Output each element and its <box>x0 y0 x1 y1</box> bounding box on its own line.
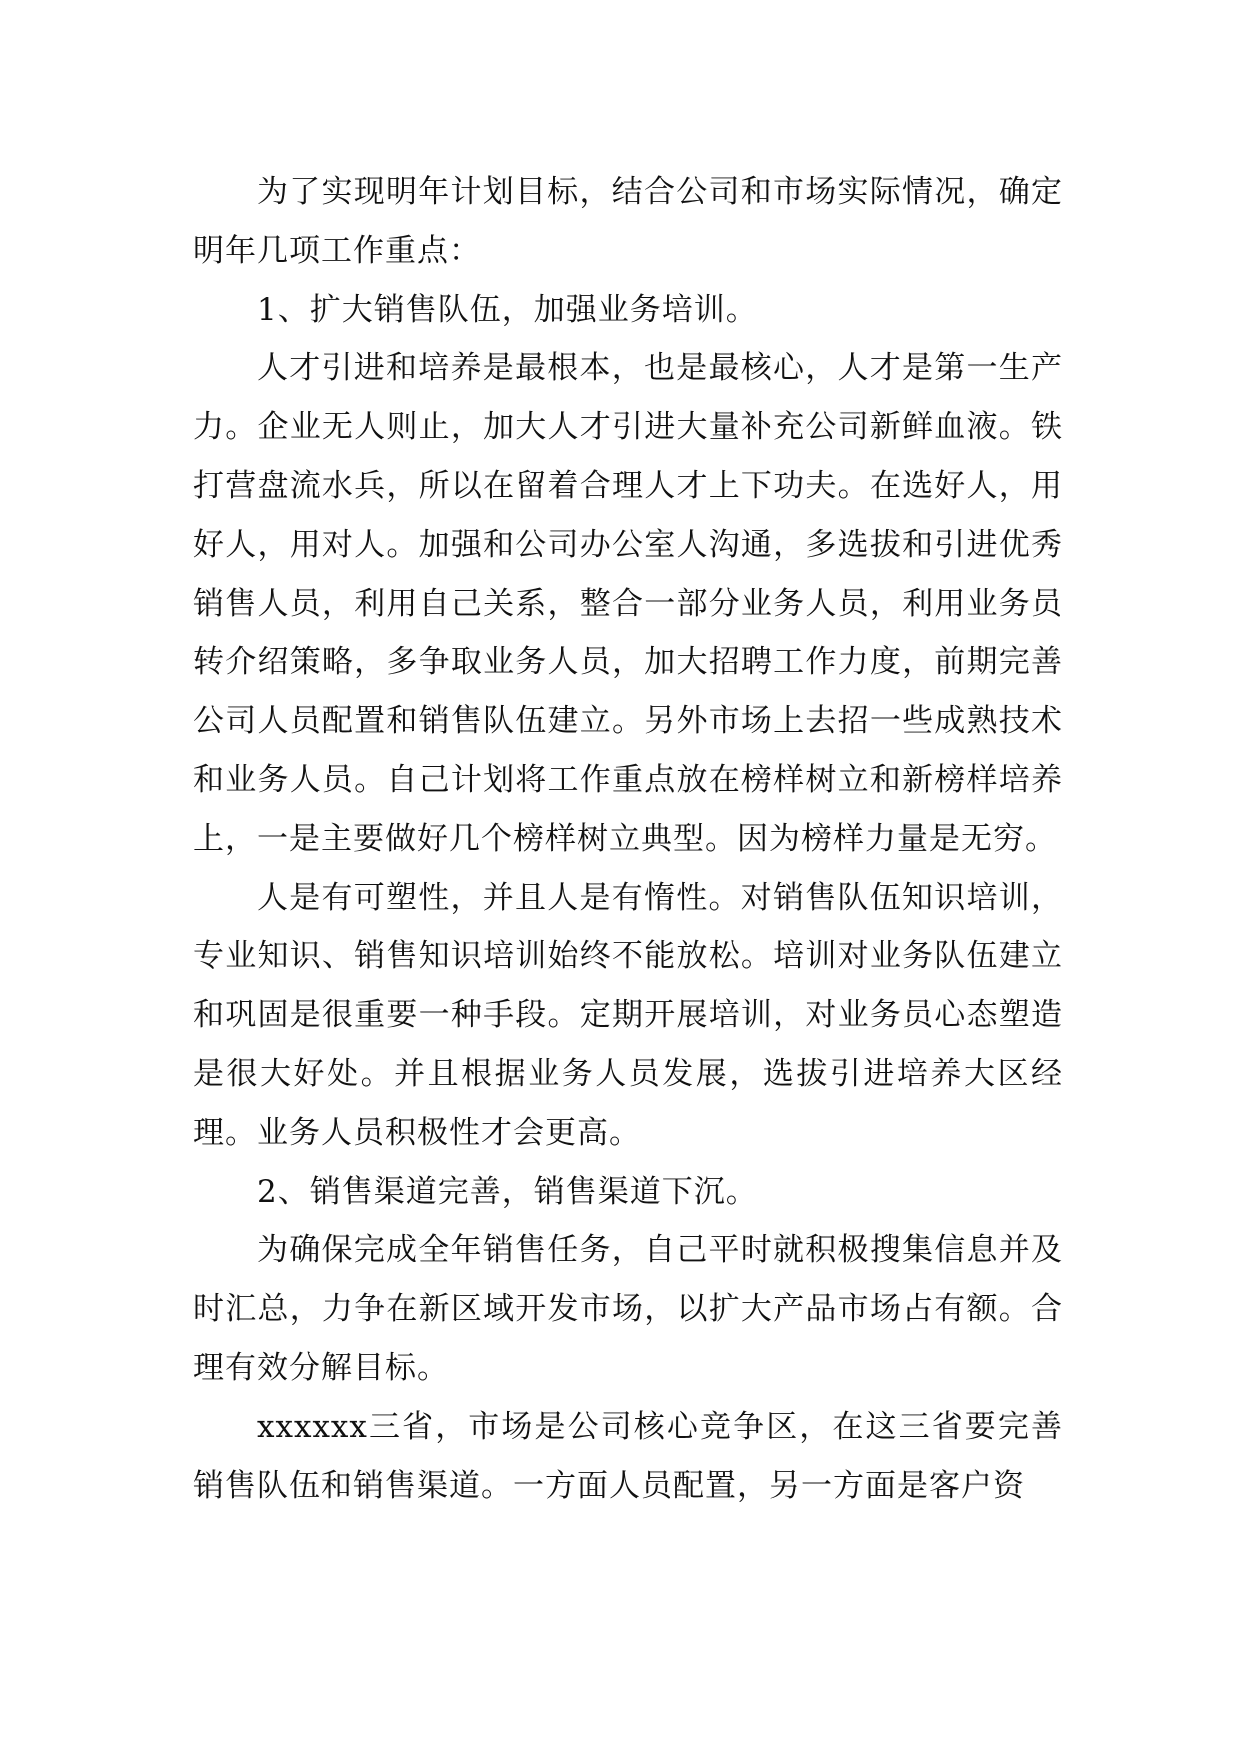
section-2-heading: 2、销售渠道完善，销售渠道下沉。 <box>257 1173 758 1210</box>
training-paragraph: 人是有可塑性，并且人是有惰性。对销售队伍知识培训，专业知识、销售知识培训始终不能放松。培训对业务队伍建立和巩固是很重要一种手段。定期开展培训，对业务员心态塑造是很大好处。并且根据业务人员发展，选拔引进培养大区经理。业务人员积极性才会更高。 <box>193 879 1063 1151</box>
sales-target-paragraph: 为确保完成全年销售任务，自己平时就积极搜集信息并及时汇总，力争在新区域开发市场，以扩大产品市场占有额。合理有效分解目标。 <box>193 1232 1063 1386</box>
region-paragraph: xxxxxx三省，市场是公司核心竞争区，在这三省要完善销售队伍和销售渠道。一方面人员配置，另一方面是客户资 <box>193 1408 1063 1504</box>
talent-paragraph: 人才引进和培养是最根本，也是最核心，人才是第一生产力。企业无人则止，加大人才引进大量补充公司新鲜血液。铁打营盘流水兵，所以在留着合理人才上下功夫。在选好人，用好人，用对人。加强和公司办公室人沟通，多选拔和引进优秀销售人员，利用自己关系，整合一部分业务人员，利用业务员转介绍策略，多争取业务人员，加大招聘工作力度，前期完善公司人员配置和销售队伍建立。另外市场上去招一些成熟技术和业务人员。自己计划将工作重点放在榜样树立和新榜样培养上，一是主要做好几个榜样树立典型。因为榜样力量是无穷。 <box>193 350 1063 857</box>
intro-paragraph: 为了实现明年计划目标，结合公司和市场实际情况，确定明年几项工作重点： <box>193 174 1063 269</box>
document-body <box>193 163 1063 1515</box>
section-1-heading: 1、扩大销售队伍，加强业务培训。 <box>257 291 758 328</box>
